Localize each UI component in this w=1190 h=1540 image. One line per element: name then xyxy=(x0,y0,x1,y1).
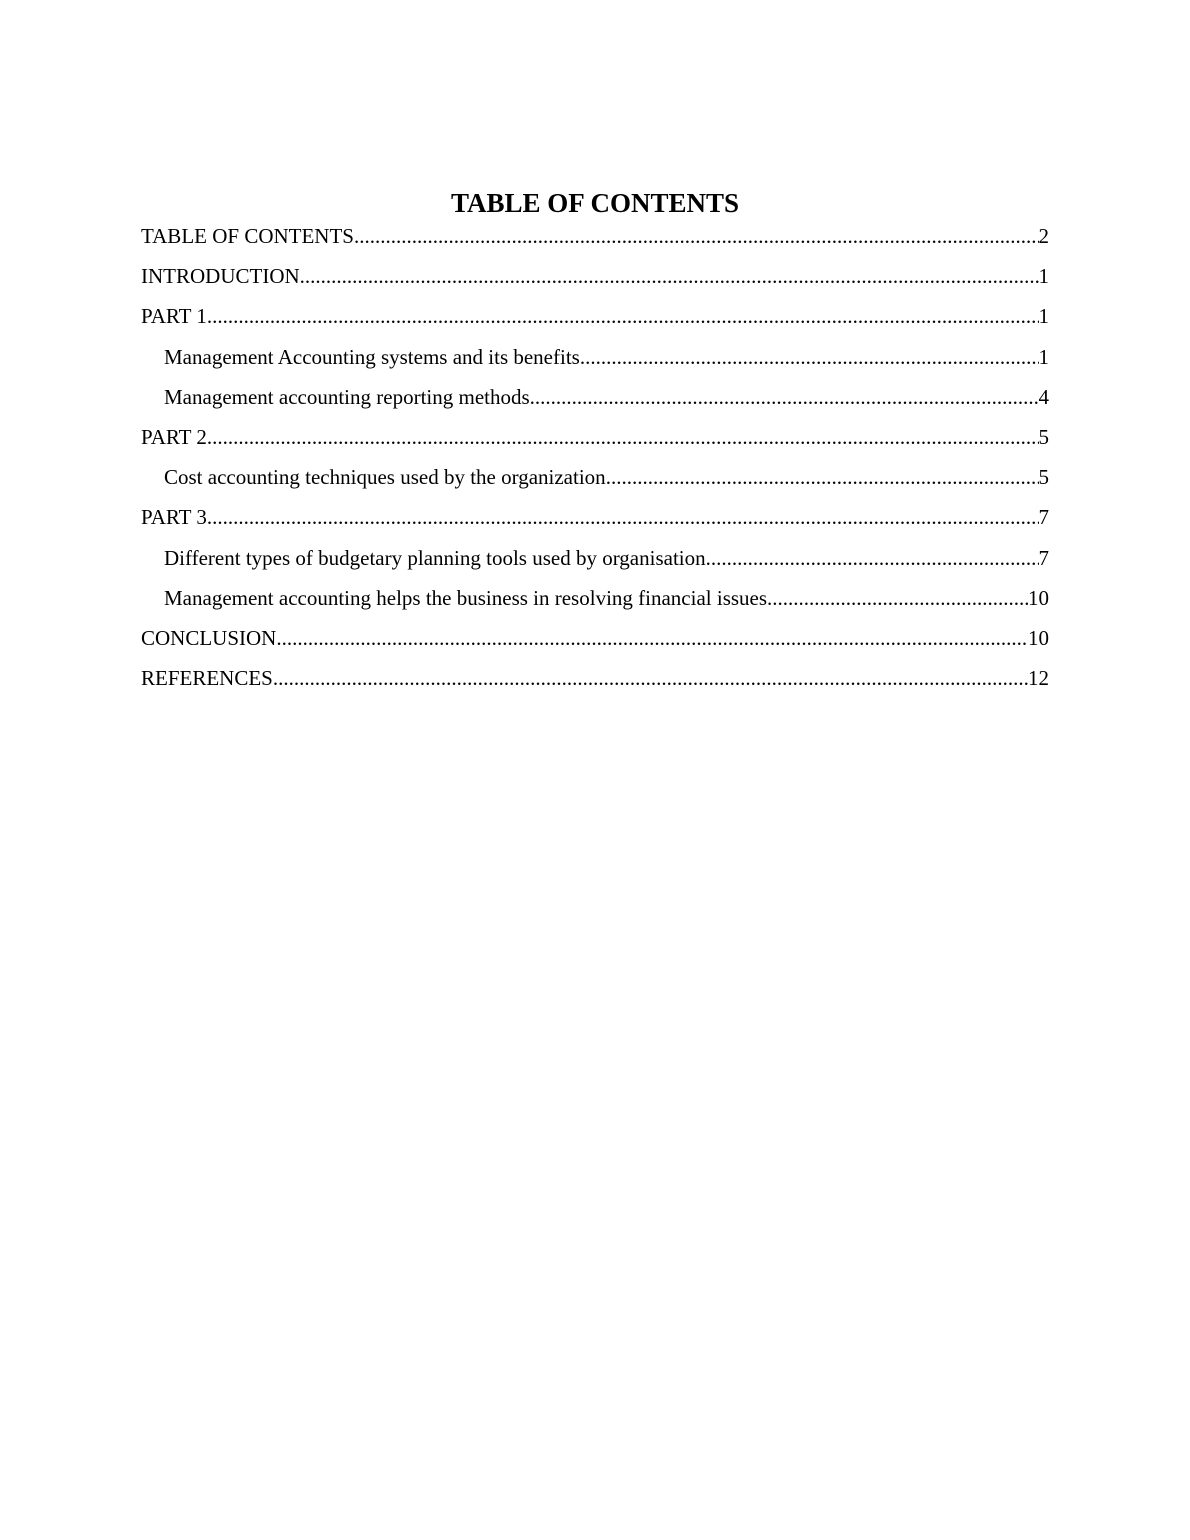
toc-dot-leader xyxy=(276,626,1028,650)
toc-entry-page: 1 xyxy=(1038,264,1049,289)
toc-entry-cost-accounting-techniques[interactable] xyxy=(141,465,1049,505)
toc-entry-part-3[interactable] xyxy=(141,505,1049,545)
toc-entry-page: 1 xyxy=(1038,344,1049,369)
toc-entry-page: 2 xyxy=(1038,224,1049,248)
toc-entry-resolving-financial-issues[interactable] xyxy=(141,586,1049,626)
toc-entry-title: CONCLUSION xyxy=(141,625,277,650)
toc-dot-leader xyxy=(273,666,1028,690)
toc-dot-leader xyxy=(354,224,1039,248)
toc-entry-title: Management accounting helps the business in resolving financial issues xyxy=(164,585,768,610)
toc-entry-title: PART 1 xyxy=(141,304,207,329)
toc-entry-page: 4 xyxy=(1038,384,1049,409)
toc-entry-title: INTRODUCTION xyxy=(141,264,300,289)
toc-entry-page: 10 xyxy=(1028,585,1049,610)
toc-dot-leader xyxy=(300,264,1039,288)
toc-entry-title: TABLE OF CONTENTS xyxy=(141,224,354,248)
toc-entry-conclusion[interactable] xyxy=(141,626,1049,666)
toc-entry-page: 5 xyxy=(1038,465,1049,490)
toc-entry-budgetary-planning-tools[interactable] xyxy=(141,546,1049,586)
toc-dot-leader xyxy=(530,385,1039,409)
table-of-contents xyxy=(141,186,1049,706)
toc-entry-management-accounting-systems[interactable] xyxy=(141,345,1049,385)
toc-dot-leader xyxy=(706,546,1039,570)
toc-entry-page: 7 xyxy=(1038,545,1049,570)
toc-dot-leader xyxy=(207,505,1039,529)
toc-entry-page: 5 xyxy=(1038,424,1049,449)
toc-dot-leader xyxy=(207,304,1039,328)
toc-entry-references[interactable] xyxy=(141,666,1049,706)
toc-entry-title: PART 3 xyxy=(141,505,207,530)
toc-entry-reporting-methods[interactable] xyxy=(141,385,1049,425)
toc-dot-leader xyxy=(580,345,1039,369)
toc-dot-leader xyxy=(207,425,1039,449)
toc-entry-part-2[interactable] xyxy=(141,425,1049,465)
toc-entry-page: 7 xyxy=(1038,505,1049,530)
toc-entry-page: 12 xyxy=(1028,666,1049,691)
toc-entry-title: PART 2 xyxy=(141,424,207,449)
toc-list xyxy=(141,224,1049,706)
toc-entry-title: Cost accounting techniques used by the organization xyxy=(164,465,606,490)
toc-entry-introduction[interactable] xyxy=(141,264,1049,304)
toc-heading: TABLE OF CONTENTS xyxy=(450,188,740,218)
toc-entry-part-1[interactable] xyxy=(141,304,1049,344)
toc-entry-title: Management accounting reporting methods xyxy=(164,384,530,409)
toc-entry-title: Management Accounting systems and its benefits xyxy=(164,344,580,369)
toc-entry-title: Different types of budgetary planning tools used by organisation xyxy=(164,545,706,570)
toc-entry-title: REFERENCES xyxy=(141,666,273,691)
toc-entry-page: 10 xyxy=(1028,625,1049,650)
toc-dot-leader xyxy=(606,465,1039,489)
toc-entry-table-of-contents[interactable] xyxy=(141,224,1049,264)
toc-dot-leader xyxy=(767,586,1028,610)
toc-entry-page: 1 xyxy=(1038,304,1049,329)
